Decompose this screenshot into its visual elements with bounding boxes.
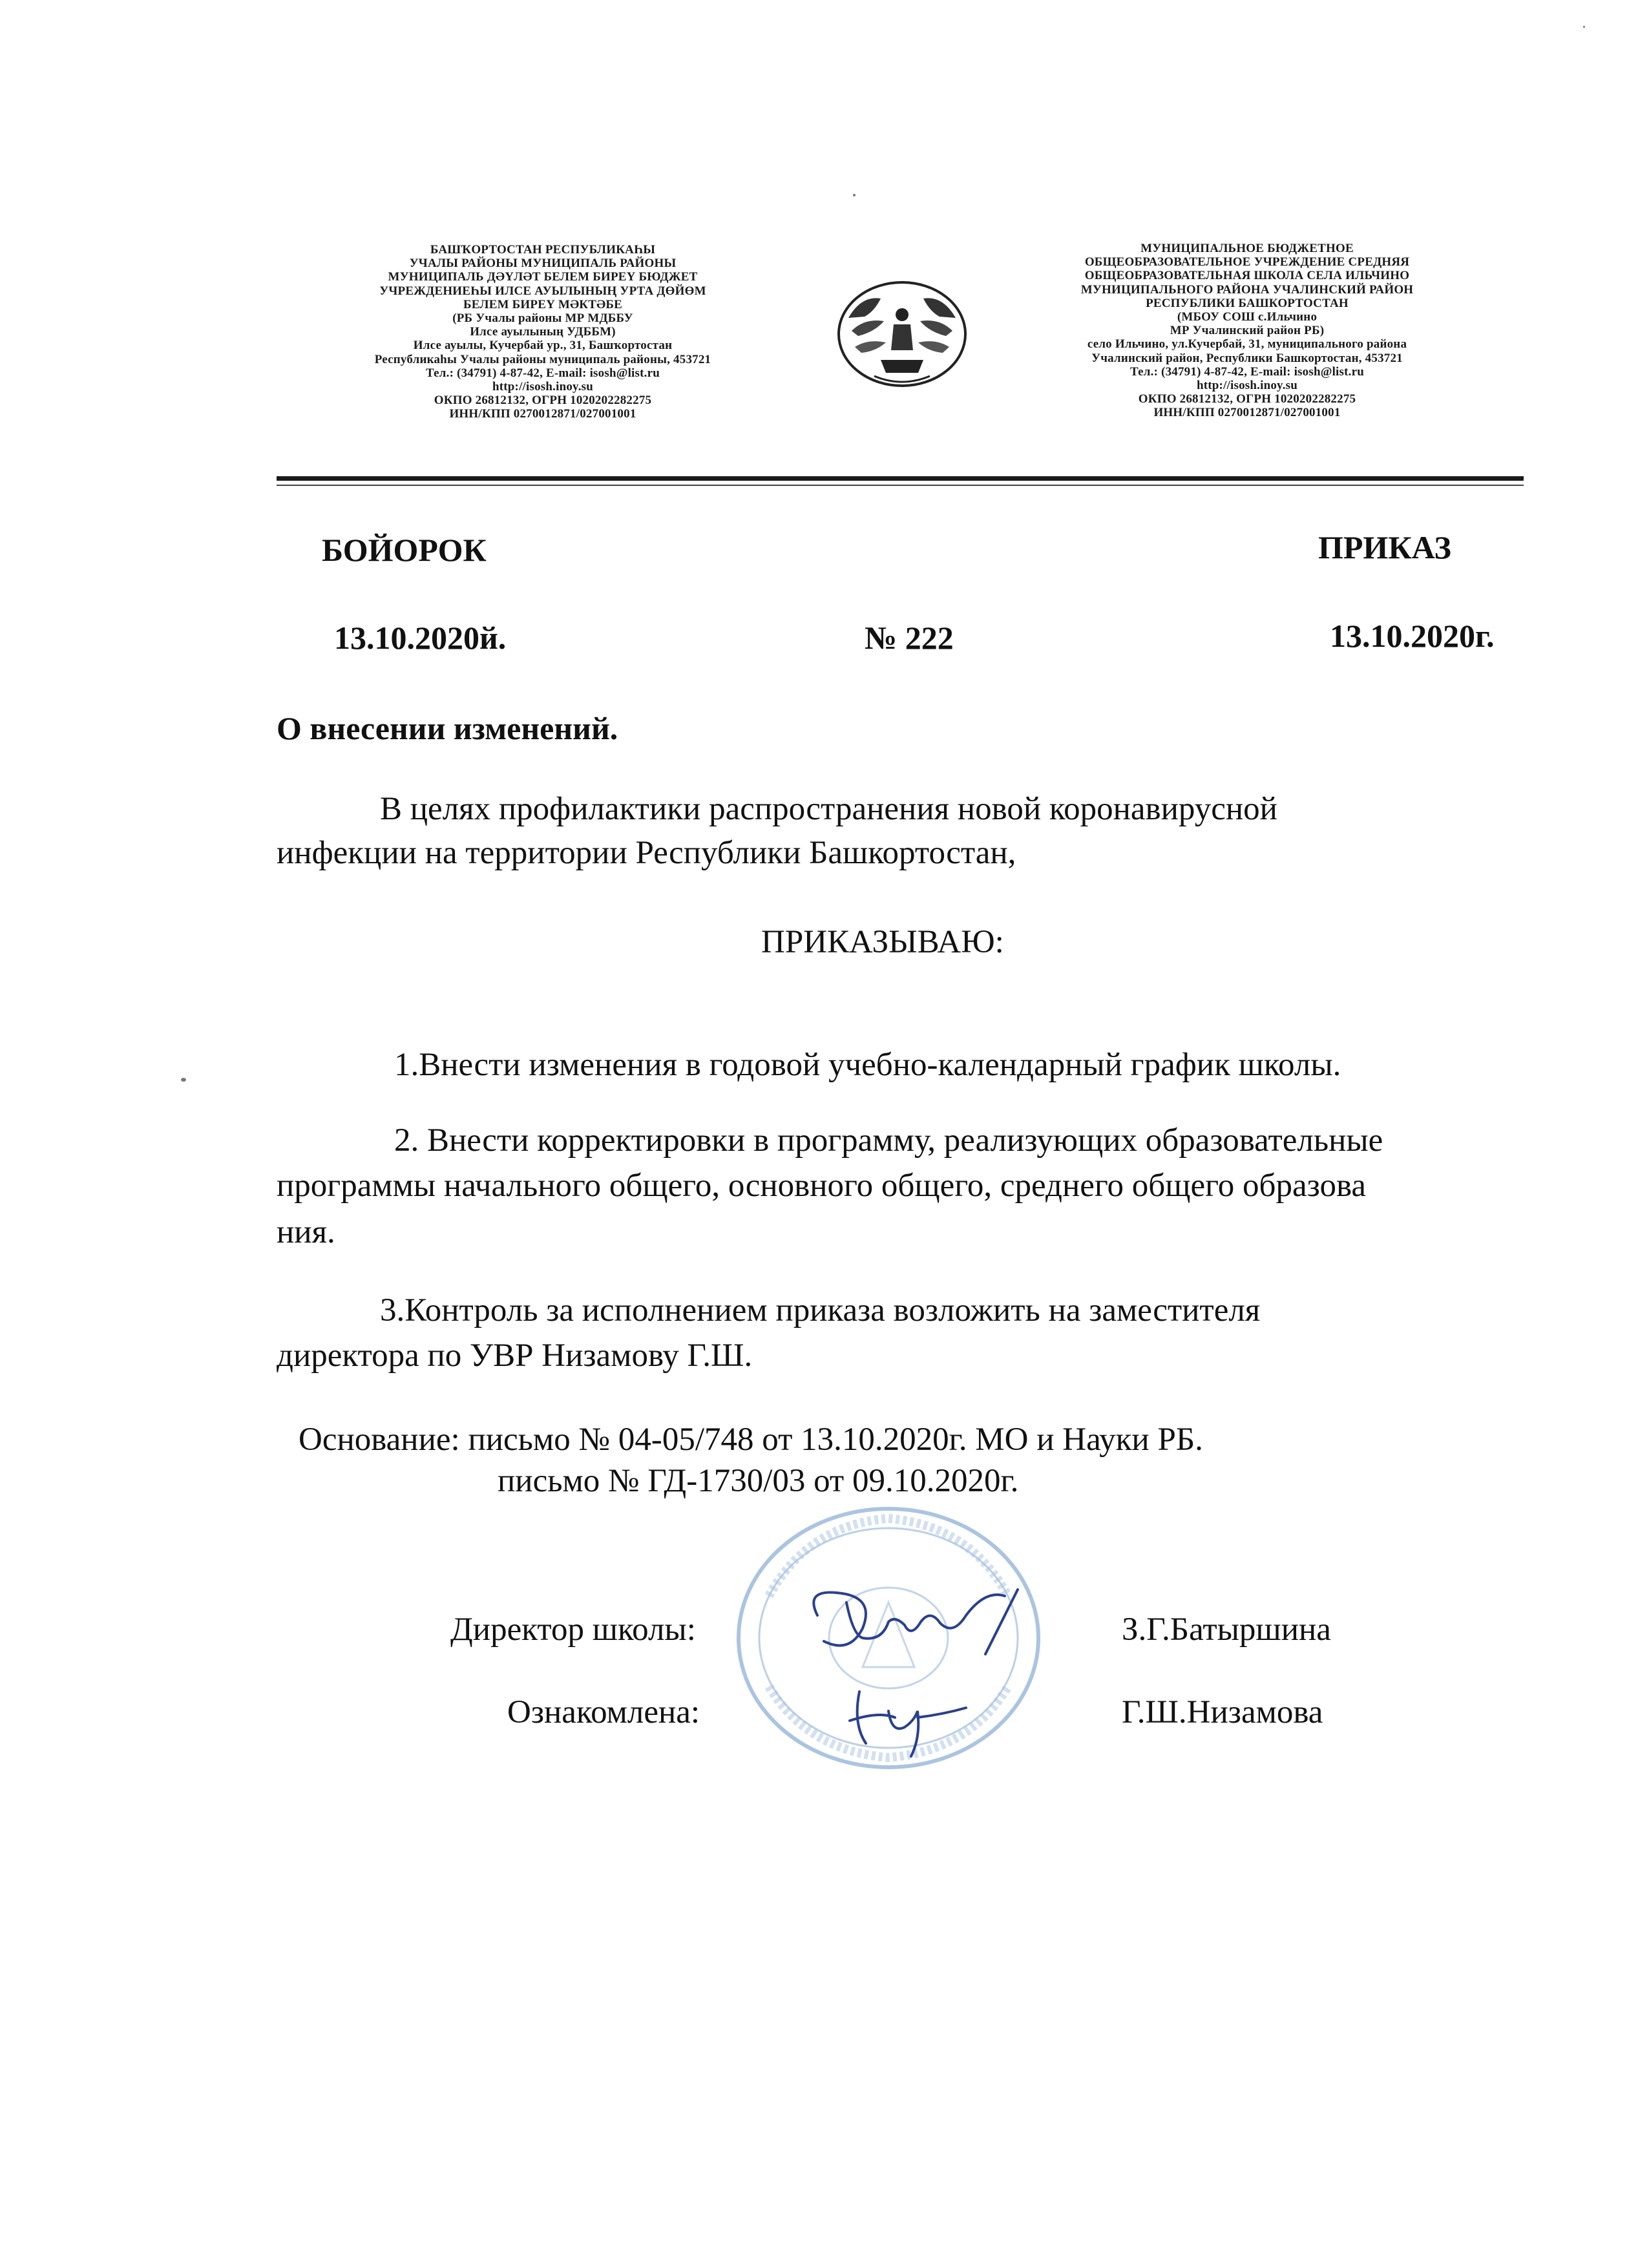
header-left-line: ИНН/КПП 0270012871/027001001 <box>449 407 636 421</box>
subject-line: О внесении изменений. <box>277 710 618 746</box>
header-right-line: РЕСПУБЛИКИ БАШКОРТОСТАН <box>1146 296 1349 310</box>
header-left-line: Илсе ауылы, Кучербай ур., 31, Башҡортостан <box>413 339 673 353</box>
item-3-line-2: директора по УВР Низамову Г.Ш. <box>277 1338 753 1374</box>
header-right-line: МР Учалинский район РБ) <box>1170 324 1325 338</box>
header-right-line: ОКПО 26812132, ОГРН 1020202282275 <box>1138 392 1356 406</box>
basis-line-1: Основание: письмо № 04-05/748 от 13.10.2020г. МО и Науки РБ. <box>299 1422 1203 1458</box>
header-left-line: ОКПО 26812132, ОГРН 1020202282275 <box>434 394 652 408</box>
header-right-line: Учалинский район, Республики Башкортостан, 453721 <box>1091 351 1403 365</box>
basis-line-2: письмо № ГД-1730/03 от 09.10.2020г. <box>498 1463 1019 1499</box>
header-right-line: (МБОУ СОШ с.Ильчино <box>1177 310 1318 324</box>
scan-speck <box>181 1078 186 1082</box>
header-left-line: БЕЛЕМ БИРЕҮ МӘКТӘБЕ <box>463 297 623 311</box>
order-number: № 222 <box>865 620 954 656</box>
header-right-line: Тел.: (34791) 4-87-42, E-mail: isosh@list.ru <box>1129 364 1365 379</box>
scan-speck <box>1583 26 1585 28</box>
header-bashkir-block <box>278 243 808 421</box>
item-1: 1.Внести изменения в годовой учебно-календарный график школы. <box>394 1047 1341 1083</box>
header-left-line: Илсе ауылының УДББМ) <box>470 325 616 339</box>
header-left-line: http://isosh.inoy.su <box>492 380 594 394</box>
title-bashkir: БОЙОРОК <box>322 532 487 568</box>
header-right-line: http://isosh.inoy.su <box>1196 379 1298 393</box>
item-3-line-1: 3.Контроль за исполнением приказа возложить на заместителя <box>380 1292 1261 1328</box>
date-bashkir: 13.10.2020й. <box>334 620 507 656</box>
item-2-line-1: 2. Внести корректировки в программу, реализующих образовательные <box>394 1122 1383 1159</box>
header-right-line: село Ильчино, ул.Кучербай, 31, муниципального района <box>1087 337 1407 352</box>
header-left-line: Тел.: (34791) 4-87-42, E-mail: isosh@list.ru <box>425 366 660 380</box>
header-right-line: МУНИЦИПАЛЬНОГО РАЙОНА УЧАЛИНСКИЙ РАЙОН <box>1080 282 1414 297</box>
acknowledged-name: Г.Ш.Низамова <box>1122 1694 1323 1730</box>
title-russian: ПРИКАЗ <box>1318 529 1451 565</box>
order-heading: ПРИКАЗЫВАЮ: <box>761 924 1004 960</box>
director-signature <box>792 1577 1037 1674</box>
header-left-line: МУНИЦИПАЛЬ ДӘҮЛӘТ БЕЛЕМ БИРЕҮ БЮДЖЕТ <box>388 270 698 284</box>
director-label: Директор школы: <box>450 1612 696 1648</box>
header-divider <box>277 476 1524 481</box>
header-left-line: (РБ Учалы районы МР МДББУ <box>452 311 633 326</box>
header-left-line: БАШҠОРТОСТАН РЕСПУБЛИКАҺЫ <box>430 243 656 257</box>
acknowledged-label: Ознакомлена: <box>507 1694 700 1730</box>
item-2-line-3: ния. <box>277 1214 335 1250</box>
republic-emblem-icon <box>835 279 969 389</box>
preamble-line-2: инфекции на территории Республики Башкортостан, <box>277 835 1016 871</box>
header-left-line: УЧАЛЫ РАЙОНЫ МУНИЦИПАЛЬ РАЙОНЫ <box>409 257 677 271</box>
acknowledgement-signature <box>834 1672 982 1763</box>
header-right-line: ОБЩЕОБРАЗОВАТЕЛЬНОЕ УЧРЕЖДЕНИЕ СРЕДНЯЯ <box>1084 255 1410 269</box>
date-russian: 13.10.2020г. <box>1330 618 1495 654</box>
header-left-line: Республикаһы Учалы районы муниципаль районы, 453721 <box>374 352 711 366</box>
scan-speck <box>853 194 856 196</box>
director-name: З.Г.Батыршина <box>1122 1612 1331 1648</box>
header-right-line: ОБЩЕОБРАЗОВАТЕЛЬНАЯ ШКОЛА СЕЛА ИЛЬЧИНО <box>1084 269 1410 283</box>
header-russian-block <box>982 242 1512 420</box>
header-right-line: ИНН/КПП 0270012871/027001001 <box>1153 406 1341 420</box>
item-2-line-2: программы начального общего, основного общего, среднего общего образова <box>277 1168 1367 1204</box>
preamble-line-1: В целях профилактики распространения новой коронавирусной <box>380 791 1277 827</box>
header-right-line: МУНИЦИПАЛЬНОЕ БЮДЖЕТНОЕ <box>1140 242 1354 255</box>
header-left-line: УЧРЕЖДЕНИЕҺЫ ИЛСЕ АУЫЛЫНЫҢ УРТА ДӨЙӨМ <box>379 284 706 298</box>
header-divider-thin <box>277 485 1524 486</box>
